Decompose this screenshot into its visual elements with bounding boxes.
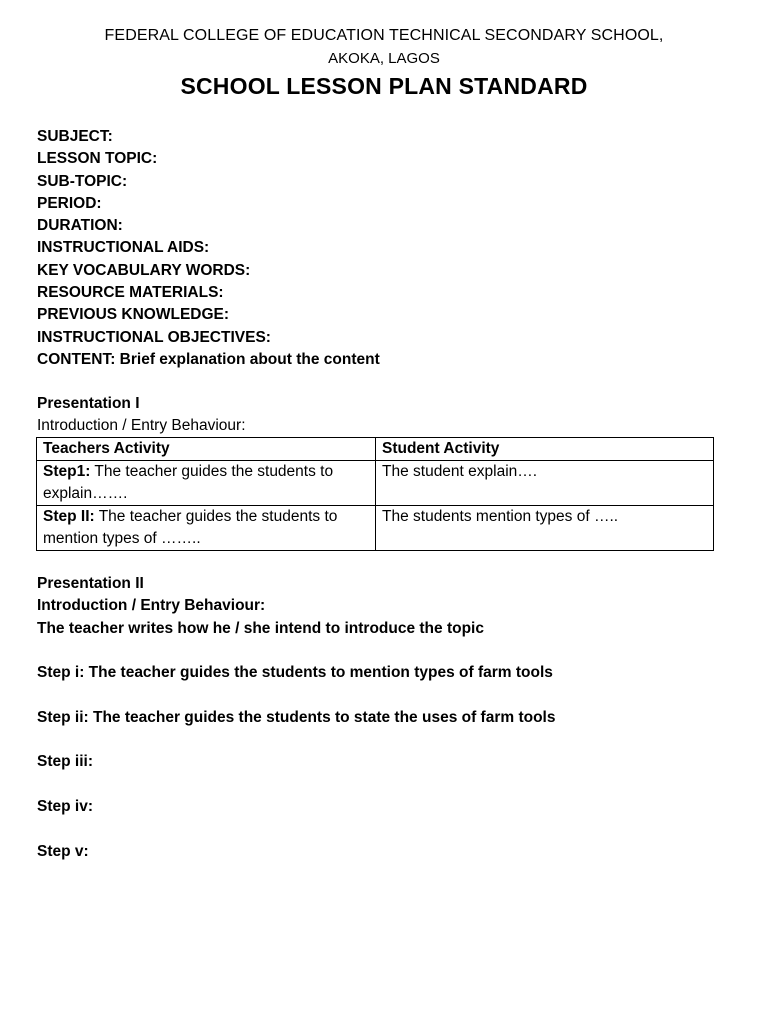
header-teachers-activity: Teachers Activity xyxy=(37,438,376,461)
field-period: PERIOD: xyxy=(37,194,102,212)
step-v: Step v: xyxy=(37,842,89,860)
field-instructional-objectives: INSTRUCTIONAL OBJECTIVES: xyxy=(37,328,271,346)
step-label: Step1: xyxy=(43,463,91,480)
presentation1-title: Presentation I xyxy=(37,395,140,412)
field-resource-materials: RESOURCE MATERIALS: xyxy=(37,284,224,302)
table-header-row xyxy=(37,438,714,461)
step-iii: Step iii: xyxy=(37,753,93,771)
step-iv: Step iv: xyxy=(37,797,93,815)
field-previous-knowledge: PREVIOUS KNOWLEDGE: xyxy=(37,306,230,324)
activity-table xyxy=(36,437,714,551)
header-student-activity: Student Activity xyxy=(376,438,714,461)
presentation2-title: Presentation II xyxy=(37,575,144,592)
presentation2-subtitle: Introduction / Entry Behaviour: xyxy=(37,597,266,615)
field-duration: DURATION: xyxy=(37,217,123,235)
field-content: CONTENT: Brief explanation about the content xyxy=(37,350,380,368)
step-i: Step i: The teacher guides the students to mention types of farm tools xyxy=(37,664,553,682)
school-location: AKOKA, LAGOS xyxy=(328,50,440,67)
field-subject: SUBJECT: xyxy=(37,128,113,145)
presentation2-section xyxy=(37,573,555,863)
teacher-activity-text: The teacher guides the students to explain……. xyxy=(43,463,334,502)
field-lesson-topic: LESSON TOPIC: xyxy=(37,150,158,168)
field-instructional-aids: INSTRUCTIONAL AIDS: xyxy=(37,239,210,257)
lesson-fields xyxy=(37,126,380,371)
presentation1-subtitle: Introduction / Entry Behaviour: xyxy=(37,417,246,434)
table-row xyxy=(37,506,714,551)
presentation2-intro: The teacher writes how he / she intend to introduce the topic xyxy=(37,619,484,637)
step-ii: Step ii: The teacher guides the students to state the uses of farm tools xyxy=(37,708,556,726)
document-title: SCHOOL LESSON PLAN STANDARD xyxy=(180,73,588,99)
teacher-activity-text: The teacher guides the students to mention types of …….. xyxy=(43,508,338,547)
teacher-activity-cell xyxy=(37,506,376,551)
step-label: Step II: xyxy=(43,508,95,525)
teacher-activity-cell xyxy=(37,461,376,506)
field-sub-topic: SUB-TOPIC: xyxy=(37,172,128,190)
student-activity-cell: The student explain…. xyxy=(376,461,714,506)
table-row xyxy=(37,461,714,506)
school-name: FEDERAL COLLEGE OF EDUCATION TECHNICAL SECONDARY SCHOOL, xyxy=(104,27,664,44)
student-activity-cell: The students mention types of ….. xyxy=(376,506,714,551)
field-key-vocabulary: KEY VOCABULARY WORDS: xyxy=(37,261,251,279)
